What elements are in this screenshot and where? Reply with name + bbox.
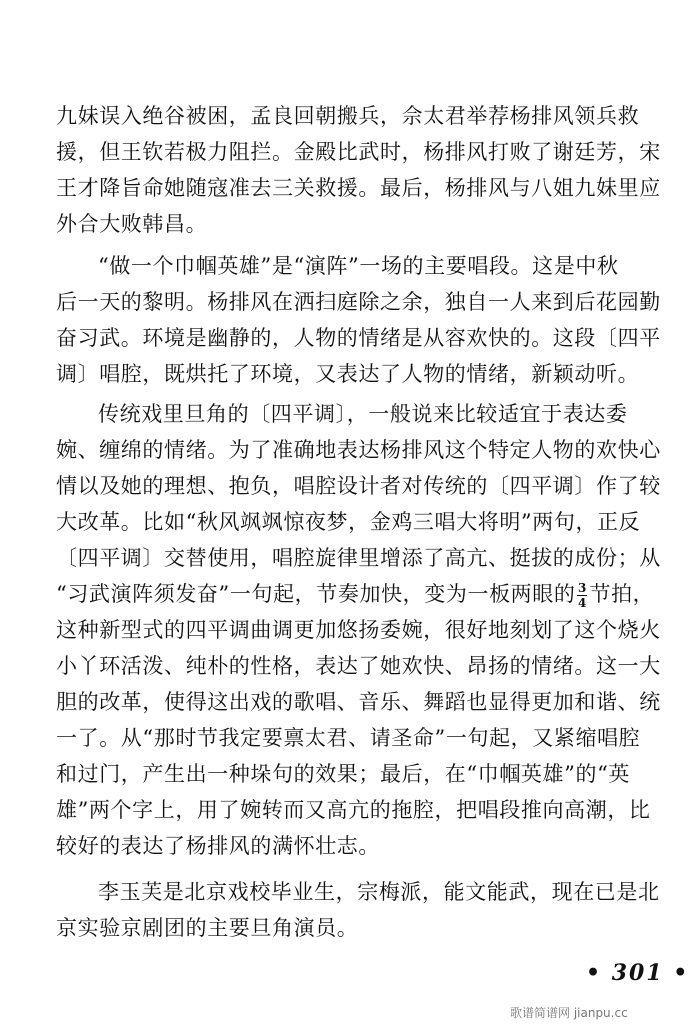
text-line: 和过门，产生出一种垛句的效果；最后，在“巾帼英雄”的“英 [56,762,631,786]
text-line: 大改革。比如“秋风飒飒惊夜梦，金鸡三唱大将明”两句，正反 [56,510,641,534]
text-line: 传统戏里旦角的〔四平调〕，一般说来比较适宜于表达委 [98,402,628,426]
text-line: “做一个巾帼英雄”是“演阵”一场的主要唱段。这是中秋 [98,254,619,278]
site-watermark: 歌谱简谱网 jianpu.cc [510,1006,628,1020]
text-line-lead: “习武演阵须发奋”一句起，节奏加快，变为一板两眼的 [56,582,576,606]
text-line: 李玉芙是北京戏校毕业生，宗梅派，能文能武，现在已是北 [98,880,660,904]
text-line: 九妹误入绝谷被困，孟良回朝搬兵，佘太君举荐杨排风领兵救 [56,104,640,128]
text-line: 胆的改革，使得这出戏的歌唱、音乐、舞蹈也显得更加和谐、统 [56,690,661,714]
text-line: 小丫环活泼、纯朴的性格，表达了她欢快、昂扬的情绪。这一大 [56,654,661,678]
text-line: 较好的表达了杨排风的满怀壮志。 [56,834,380,858]
text-line: 后一天的黎明。杨排风在洒扫庭除之余，独自一人来到后花园勤 [56,290,661,314]
fraction-denominator: 4 [578,596,587,611]
text-line: 婉、缠绵的情绪。为了准确地表达杨排风这个特定人物的欢快心 [56,438,661,462]
text-line: 一了。从“那时节我定要禀太君、请圣命”一句起，又紧缩唱腔 [56,726,641,750]
paragraph-1 [56,98,661,242]
text-line: 援，但王钦若极力阻拦。金殿比武时，杨排风打败了谢廷芳，宋 [56,140,661,164]
text-line-with-fraction [56,576,655,612]
text-line: 调〕唱腔，既烘托了环境，又表达了人物的情绪，新颖动听。 [56,362,640,386]
paragraph-2 [56,248,661,392]
text-line: 奋习武。环境是幽静的，人物的情绪是从容欢快的。这段〔四平 [56,326,661,350]
text-line: 情以及她的理想、抱负，唱腔设计者对传统的〔四平调〕作了较 [56,474,661,498]
paragraph-3 [56,396,661,864]
text-line: 京实验京剧团的主要旦角演员。 [56,916,359,940]
page-number: • 301 • [586,960,690,986]
text-line: 〔四平调〕交替使用，唱腔旋律里增添了高亢、挺拔的成份；从 [56,546,661,570]
fraction-numerator: 3 [578,580,587,595]
time-signature-fraction [577,582,587,610]
paragraph-4 [56,874,660,946]
text-line: 王才降旨命她随寇准去三关救援。最后，杨排风与八姐九妹里应 [56,176,661,200]
text-line-tail: 节拍， [589,582,655,606]
text-line: 雄”两个字上，用了婉转而又高亢的拖腔，把唱段推向高潮，比 [56,798,651,822]
text-line: 这种新型式的四平调曲调更加悠扬委婉，很好地刻划了这个烧火 [56,618,661,642]
text-line: 外合大败韩昌。 [56,212,208,236]
